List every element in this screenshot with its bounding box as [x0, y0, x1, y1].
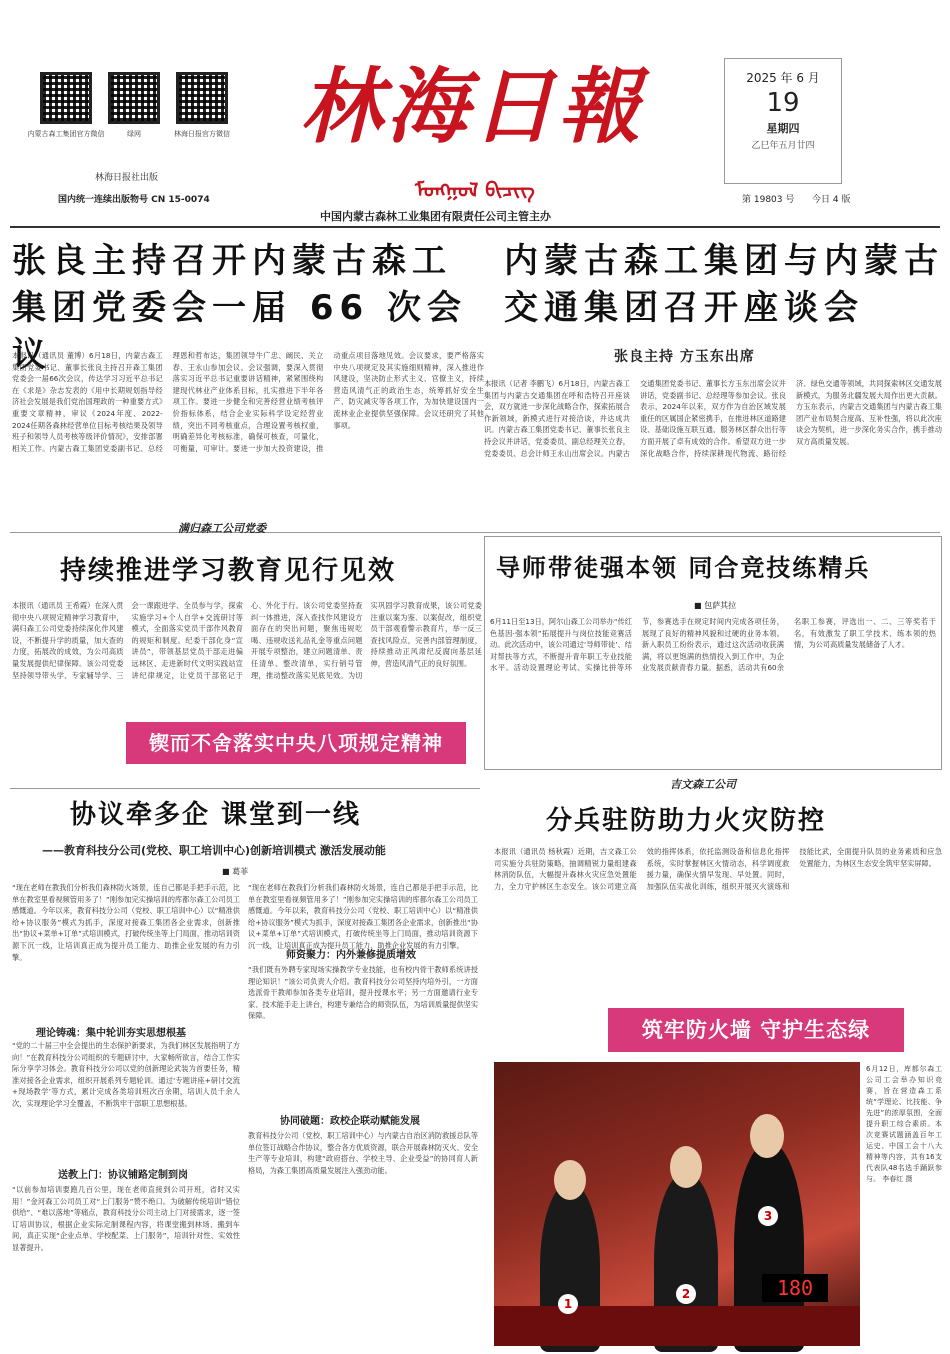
article4-headline: 协议牵多企 课堂到一线 — [70, 800, 362, 830]
article4-s4-body: 教育科技分公司（党校、职工培训中心）与内蒙古自治区消防救援总队等单位签订战略合作协议，整合各方优质资源，联合开展森林防灭火、安全生产等专业培训，构建“政府搭台、学校主导、企业受益”的协同育人新格局，为森工集团高质量发展注入强劲动能。 — [248, 1131, 479, 1175]
qr-code-green-net[interactable] — [108, 72, 160, 124]
mongolian-title: ᠮᠣᠩᠭᠣᠯ ᠪᠢᠴᠢᠭ — [415, 178, 535, 202]
photo-caption: 6月12日，库都尔森工公司工会举办知识竞赛，旨在营造森工系统“学理论、比技能、争先进”的浓厚氛围，全面提升职工综合素质。本次竞赛试题涵盖百年工运史、中国工会十八大精神等内容，共有16支代表队48名选手踊跃参与。 李春红 摄 — [866, 1065, 942, 1183]
date-day: 19 — [766, 88, 800, 118]
article4-body: “现在老师在教我们分析我们森林防火场景，连自己都是手把手示范，比单在教室里看视频管用多了！”刚参加完实操培训的库都尔森工公司员工感慨道。今年以来，教育科技分公司（党校、职工培训中心）以“精准供给+协议服务”模式为抓手，深度对接森工集团各企业需求，创新推出“协议+菜单+订单”式培训模式，打破传统坐等上门局面，推动培训资源下沉一线，让培训真正成为提升员工能力、助推企业发展的有力引擎。 — [12, 883, 240, 962]
article1-headline-line1: 张良主持召开内蒙古森工 — [12, 241, 452, 281]
divider-2 — [10, 788, 480, 789]
article4-s1-body: “党的二十届三中全会提出的生态保护新要求，为我们林区发展指明了方向！”在教育科技分公司组织的专题研讨中，大家畅所欲言，结合工作实际分享学习体会。教育科技分公司以党的创新理论武装为首要任务，精准对接各企业需求，组织开展系列专题轮训。通过‘专题讲座+研讨交流+现场教学’等方式，累计完成各类培训班次百余期，培训人员千余人次，实现理论学习全覆盖，不断筑牢干部职工思想根基。 — [12, 1041, 240, 1108]
date-box — [724, 58, 842, 184]
lunar-date: 乙巳年五月廿四 — [751, 141, 815, 151]
article4-s2-body: “以前参加培训要跑几百公里，现在老师直接到公司开班，省时又实用！”金河森工公司员工对“上门服务”赞不绝口。为破解传统培训“错位供给”、“难以落地”等痛点，教育科技分公司主动上门对接需求，逐一签订培训协议，根据企业实际定制课程内容，将课堂搬到林场、搬到车间，真正实现“企业点单、学校配菜、上门服务”，培训针对性、实效性显著提升。 — [12, 1185, 240, 1252]
article3-body: 本报讯（通讯员 王希霞）在深入贯彻中央八项规定精神学习教育中，满归森工公司党委持续深化作风建设，不断提升学的质量，加大查的力度，拓展改的成效，为公司高质量发展提供纪律保障。该公司党委坚持领导带头学、专家辅导学、三会一课跟进学、全员参与学，探索实施学习+个人自学+交流研讨等模式，全面落实党员干部作风教育的规矩和制度。纪委干部化身“宣讲员”，带领基层党员干部走进偏远林区、走进新时代文明实践站宣讲纪律规定，让党员干部铭记于心、外化于行。该公司党委坚持查纠一体推进，深入查找作风建设方面存在的突出问题，聚焦违规吃喝、违规收送礼品礼金等重点问题开展专项整治，建立问题清单、责任清单、整改清单，实行销号管理，推动整改落实见底见效。为切实巩固学习教育成果，该公司党委注重以案为鉴、以案促改，组织党员干部观看警示教育片，举一反三查找风险点，完善内部管理制度，持续推动正风肃纪反腐向基层延伸，营造风清气正的良好氛围。 — [12, 601, 482, 680]
photo-badge-1: 1 — [558, 1294, 578, 1314]
article3-banner: 锲而不舍落实中央八项规定精神 — [126, 722, 466, 764]
article6-kicker: 吉文森工公司 — [670, 778, 736, 791]
article2-headline-line1: 内蒙古森工集团与内蒙古 — [504, 241, 944, 281]
article5-byline: ■ 包萨其拉 — [694, 601, 737, 610]
article5-headline: 导师带徒强本领 同合竞技练精兵 — [496, 554, 871, 582]
qr-label-3: 林海日报官方微信 — [174, 130, 230, 138]
qr-code-wechat-official[interactable] — [40, 72, 92, 124]
article1-body: 本报讯（通讯员 董博）6月18日，内蒙古森工集团党委书记、董事长张良主持召开森工集团党委会一届66次会议，传达学习习近平总书记在《求是》杂志发表的《用中长期规划指导经济社会发展是我们党治国理政的一种重要方式》重要文章精神，审议《2024年度、2022-2024任期各森林经营单位目标考核结果及领导班子和领导人员考核等级评价情况》，安排部署相关工作。内蒙古森工集团党委副书记、总经理恩和哲布达，集团领导牛广忠、阚民、关立春、王永山参加会议。会议强调，要深入贯彻落实习近平总书记重要讲话精神，紧紧围绕构建现代林业产业体系目标，扎实推进下半年各项工作。要进一步健全和完善经营业绩考核评价指标体系，结合企业实际科学设定经营业绩，突出不同考核重点，合理设置考核权重，明确差异化考核标准，确保可核查，可量化，可衡量，可审计。要进一步加大投资建设，推动重点项目落地见效。会议要求，要严格落实中央八项规定及其实施细则精神，深入推进作风建设，坚决防止形式主义、官僚主义，持续营造风清气正的政治生态，统筹抓好安全生产、防灾减灾等各项工作，为加快建设国内一流林业企业提供坚强保障。会议还研究了其他事项。 — [12, 351, 484, 453]
article6-banner: 筑牢防火墙 守护生态绿 — [608, 1008, 904, 1052]
article3-kicker: 满归森工公司党委 — [178, 522, 266, 535]
photo-badge-2: 2 — [676, 1284, 696, 1304]
issue-number: 第 19803 号 — [742, 195, 795, 205]
page-count: 今日 4 版 — [812, 195, 851, 205]
qr-label-2: 绿网 — [127, 130, 141, 138]
article3-headline: 持续推进学习教育见行见效 — [60, 556, 397, 586]
qr-code-linhai-wechat[interactable] — [176, 72, 228, 124]
photo-scoreboard: 180 — [762, 1274, 828, 1302]
article2-subhead: 张良主持 方玉东出席 — [614, 349, 755, 365]
article4-s4-title: 协同破题：政校企联动赋能发展 — [280, 1116, 420, 1127]
masthead-title: 林海日報 — [300, 59, 644, 155]
masthead-rule — [10, 226, 940, 228]
article6-headline: 分兵驻防助力火灾防控 — [546, 806, 827, 836]
article4-s3-body: “我们既有外聘专家现场实操教学专业技能，也有校内骨干教师系统讲授理论知识！”该公司负责人介绍。教育科技分公司坚持内培外引，一方面选派骨干教师参加各类专业培训，提升授课水平；另一方面邀请行业专家、技术能手走上讲台，构建专兼结合的师资队伍，为培训质量提供坚实保障。 — [248, 965, 479, 1021]
issn: 国内统一连续出版物号 CN 15-0074 — [58, 195, 210, 205]
article2-body: 本报讯（记者 李鹏飞）6月18日，内蒙古森工集团与内蒙古交通集团在呼和浩特召开座谈会，双方就进一步深化战略合作，探索拓展合作新领域，新模式进行对接洽谈，并达成共识。内蒙古森工集团党委书记、董事长张良主持会议并讲话，党委委员、副总经理关立春，党委委员、总会计师王永山出席会议。内蒙古交通集团党委书记、董事长方玉东出席会议并讲话，党委副书记、总经理等参加会议。张良表示，2024年以来，双方作为自治区域发展重任的区属国企紧密携手，在推进林区道路建设、基础设施互联互通、服务林区群众出行等方面开展了卓有成效的合作。希望双方进一步深化战略合作，持续深耕现代物流、路衍经济、绿色交通等领域，共同探索林区交通发展新模式，为服务北疆发展大局作出更大贡献。方玉东表示，内蒙古交通集团与内蒙古森工集团产业布局契合度高、互补性强，将以此次座谈会为契机，进一步深化务实合作，携手推动双方高质量发展。 — [484, 379, 942, 458]
article4-byline: ■ 葛菲 — [222, 867, 249, 876]
article4-s3-title: 师资聚力：内外兼修提质增效 — [286, 950, 416, 961]
photo-badge-3: 3 — [758, 1206, 778, 1226]
article4-s2-title: 送教上门：协议铺路定制到岗 — [58, 1170, 188, 1181]
owner-line: 中国内蒙古森林工业集团有限责任公司主管主办 — [320, 210, 551, 223]
qr-label-1: 内蒙古森工集团官方微信 — [27, 130, 105, 138]
contest-photo — [494, 1062, 860, 1346]
divider-1 — [10, 532, 940, 533]
article4-subheadline: ——教育科技分公司(党校、职工培训中心)创新培训模式 激活发展动能 — [42, 844, 386, 857]
article6-body: 本报讯（通讯员 杨秋霞）近期，吉文森工公司实施分兵驻防策略，抽调精锐力量组建森林消防队伍，大幅提升森林火灾应急处置能力，全力守护林区生态安全。该公司建立高效的指挥体系，依托监测设备和信息化指挥系统，实时掌握林区火情动态，科学调度救援力量，确保火情早发现、早处置。同时，加强队伍实战化训练，组织开展灭火演练和技能比武，全面提升队员的业务素质和应急处置能力，为林区生态安全筑牢坚实屏障。 — [494, 847, 942, 891]
article4-s1-title: 理论铸魂：集中轮训夯实思想根基 — [36, 1028, 186, 1039]
weekday: 星期四 — [766, 122, 800, 135]
article4-body-cont: “现在老师在教我们分析我们森林防火场景，连自己都是手把手示范，比单在教室里看视频管用多了！”刚参加完实操培训的库都尔森工公司员工感慨道。今年以来，教育科技分公司（党校、职工培训中心）以“精准供给+协议服务”模式为抓手，深度对接森工集团各企业需求，创新推出“协议+菜单+订单”式培训模式，打破传统坐等上门局面，推动培训资源下沉一线，让培训真正成为提升员工能力、助推企业发展的有力引擎。 — [248, 883, 478, 950]
publisher: 林海日报社出版 — [95, 173, 159, 183]
article2-headline — [504, 238, 944, 332]
article2-headline-line2: 交通集团召开座谈会 — [504, 288, 864, 328]
article1-headline-line2: 集团党委会一届 66 次会议 — [12, 288, 467, 375]
date-year-month: 2025 年 6 月 — [746, 71, 820, 85]
article5-body: 6月11日至13日，阿尔山森工公司举办“传红色基因·强本领”拓展提升与岗位技能竞赛活动。此次活动中，该公司通过‘导师带徒’、结对帮扶等方式，不断提升青年职工专业技能水平。活动设置理论考试、实操比拼等环节，参赛选手在规定时间内完成各项任务，展现了良好的精神风貌和过硬的业务本领。新入职员工纷纷表示，通过这次活动收获满满，将以更饱满的热情投入到工作中，为企业发展贡献青春力量。据悉，活动共有60余名职工参赛，评选出一、二、三等奖若干名，有效激发了职工学技术、练本领的热情，为公司高质量发展储备了人才。 — [490, 617, 936, 673]
